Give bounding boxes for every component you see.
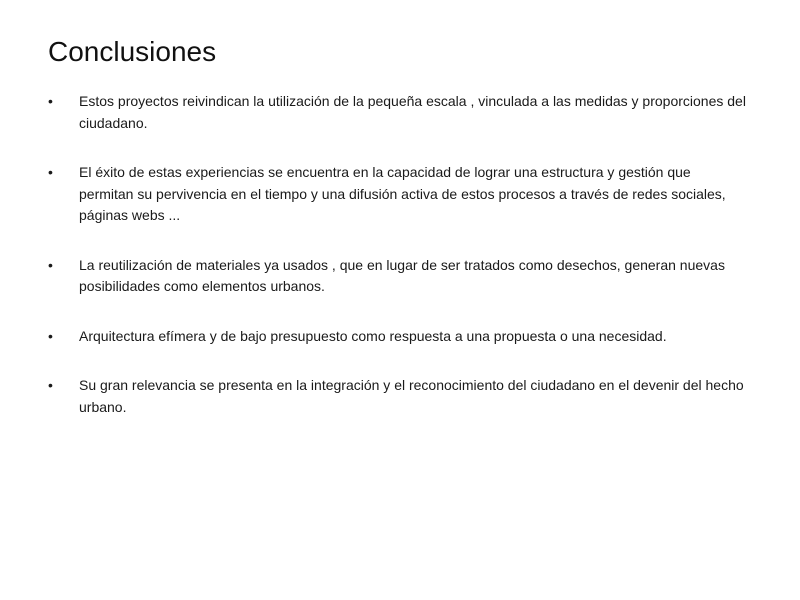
bullet-text: Arquitectura efímera y de bajo presupuesto como respuesta a una propuesta o una necesidad. (79, 327, 667, 344)
bullet-icon: • (48, 164, 53, 180)
slide-title: Conclusiones (48, 36, 217, 67)
bullet-item-2 (48, 162, 748, 227)
bullet-text: La reutilización de materiales ya usados , que en lugar de ser tratados como desechos, generan nuevas posibilidades como elementos urbanos. (79, 256, 725, 294)
bullet-text: Su gran relevancia se presenta en la integración y el reconocimiento del ciudadano en el devenir del hecho urbano. (79, 377, 744, 415)
bullet-item-5 (48, 375, 748, 418)
bullet-item-1 (48, 91, 748, 134)
bullet-icon: • (48, 377, 53, 393)
bullet-icon: • (48, 256, 53, 273)
bullet-icon: • (48, 93, 53, 109)
bullet-text: El éxito de estas experiencias se encuentra en la capacidad de lograr una estructura y gestión que permitan su pervivencia en el tiempo y una difusión activa de estos procesos a través de redes sociales, páginas webs ... (79, 164, 726, 223)
bullet-icon: • (48, 327, 53, 344)
bullet-item-4 (48, 326, 748, 348)
bullet-list (48, 91, 748, 446)
bullet-item-3 (48, 255, 748, 298)
bullet-text: Estos proyectos reivindican la utilización de la pequeña escala , vinculada a las medidas y proporciones del ciudadano. (79, 93, 746, 131)
